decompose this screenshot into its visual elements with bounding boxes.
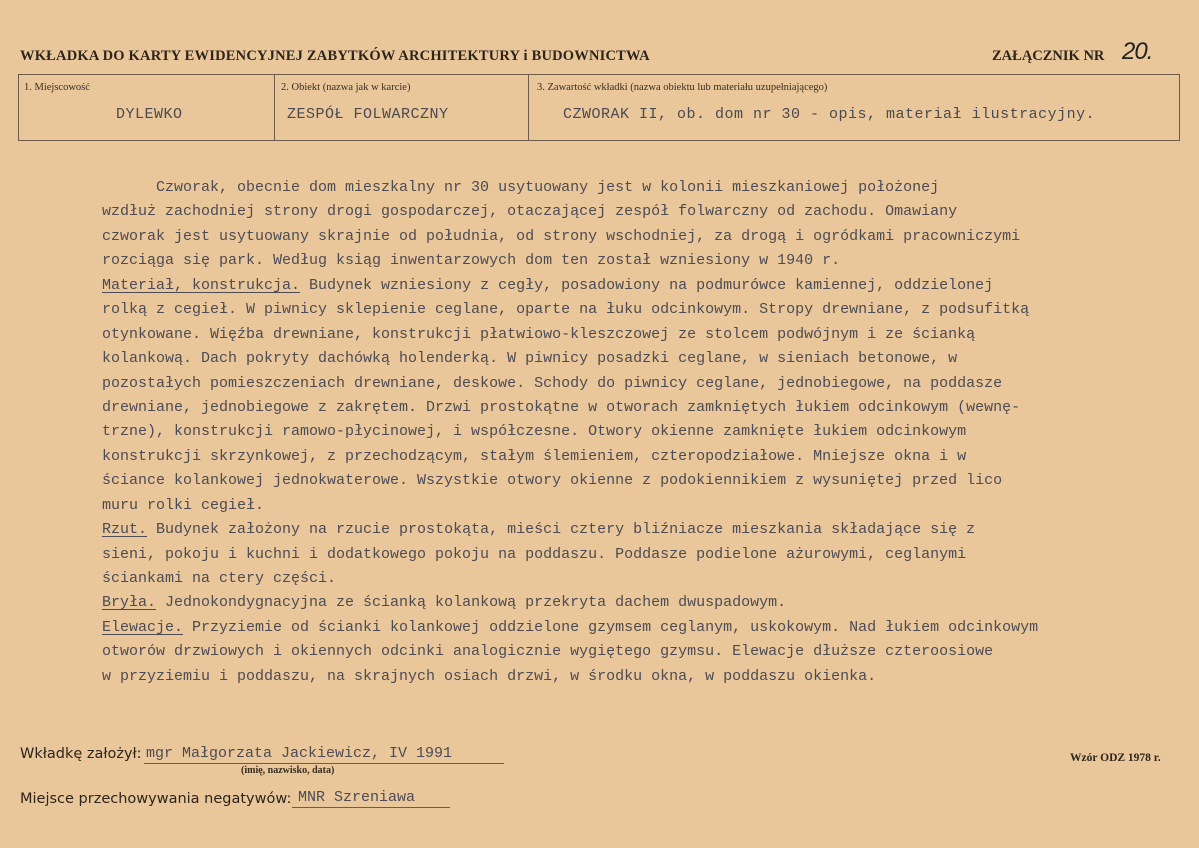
negatives-line — [292, 807, 450, 808]
text-line — [102, 176, 1192, 200]
line-text: konstrukcji skrzynkowej, z przechodzącym, stałym ślemieniem, czteropodziałowe. Mniejsze okna i w — [102, 447, 967, 465]
field-divider-1 — [274, 74, 275, 140]
line-text: otynkowane. Więźba drewniane, konstrukcji płatwiowo-kleszczowej ze stolcem podwójnym i ze ścianką — [102, 325, 976, 343]
line-text: muru rolki cegieł. — [102, 496, 265, 514]
line-text: sieni, pokoju i kuchni i dodatkowego pokoju na poddaszu. Poddasze podielone ażurowymi, ceglanymi — [102, 545, 967, 563]
text-line — [102, 494, 1192, 518]
header-rule — [18, 74, 1180, 75]
text-line — [102, 567, 1192, 591]
object-value: ZESPÓŁ FOLWARCZNY — [287, 106, 449, 123]
text-line — [102, 518, 1192, 542]
author-label: Wkładkę założył: — [20, 746, 142, 762]
locality-label: 1. Miejscowość — [24, 82, 90, 93]
line-text: Budynek założony na rzucie prostokąta, mieści cztery bliźniacze mieszkania składające się z — [147, 521, 976, 539]
author-value: mgr Małgorzata Jackiewicz, IV 1991 — [146, 745, 453, 762]
section-heading: Materiał, konstrukcja. — [102, 276, 301, 294]
text-line — [102, 298, 1192, 322]
line-text: w przyziemiu i poddaszu, na skrajnych osiach drzwi, w środku okna, w poddaszu okienka. — [102, 667, 877, 685]
negatives-label: Miejsce przechowywania negatywów: — [20, 791, 292, 807]
line-text: ściance kolankowej jednokwaterowe. Wszystkie otwory okienne z podokiennikiem z wysuniętej przed lico — [102, 472, 1003, 490]
text-line — [102, 372, 1192, 396]
line-text: ściankami na ctery części. — [102, 570, 337, 587]
text-line — [102, 591, 1192, 615]
section-heading: Bryła. — [102, 594, 157, 612]
line-text: Przyziemie od ścianki kolankowej oddzielone gzymsem ceglanym, uskokowym. Nad łukiem odcinkowym — [183, 618, 1039, 636]
annex-number: 20. — [1122, 38, 1153, 65]
contents-label: 3. Zawartość wkładki (nazwa obiektu lub materiału uzupełniającego) — [537, 82, 828, 93]
text-line — [102, 665, 1192, 689]
annex-label: ZAŁĄCZNIK NR — [992, 48, 1105, 64]
text-line — [102, 640, 1192, 664]
line-text: Czworak, obecnie dom mieszkalny nr 30 usytuowany jest w kolonii mieszkaniowej położonej — [102, 179, 940, 196]
line-text: wzdłuż zachodniej strony drogi gospodarczej, otaczającej zespół folwarczny od zachodu. Omawiany — [102, 203, 958, 221]
text-line — [102, 249, 1192, 273]
author-line — [144, 763, 504, 764]
field-divider-right — [1179, 74, 1180, 140]
text-line — [102, 225, 1192, 249]
text-line — [102, 396, 1192, 420]
line-text: otworów drzwiowych i okiennych odcinki analogicznie wygiętego gzymsu. Elewacje dłuższe czteroosiowe — [102, 643, 994, 661]
text-line — [102, 323, 1192, 347]
text-line — [102, 274, 1192, 298]
author-hint: (imię, nazwisko, data) — [241, 765, 335, 776]
line-text: trzne), konstrukcji ramowo-płycinowej, i współczesne. Otwory okienne zamknięte łukiem odcinkowym — [102, 423, 967, 441]
line-text: czworak jest usytuowany skrajnie od południa, od strony wschodniej, za drogą i ogródkami pracowniczymi — [102, 227, 1021, 245]
form-pattern: Wzór ODZ 1978 r. — [1070, 752, 1161, 764]
text-line — [102, 445, 1192, 469]
description-text — [102, 176, 1192, 689]
line-text: Jednokondygnacyjna ze ścianką kolankową przekryta dachem dwuspadowym. — [156, 594, 787, 612]
text-line — [102, 420, 1192, 444]
text-line — [102, 543, 1192, 567]
text-line — [102, 347, 1192, 371]
header-title: WKŁADKA DO KARTY EWIDENCYJNEJ ZABYTKÓW ARCHITEKTURY i BUDOWNICTWA — [20, 48, 650, 64]
field-divider-2 — [528, 74, 529, 140]
text-line — [102, 200, 1192, 224]
line-text: Budynek wzniesiony z cegły, posadowiony na podmurówce kamiennej, oddzielonej — [300, 276, 994, 294]
line-text: drewniane, jednobiegowe z zakrętem. Drzwi prostokątne w otworach zamkniętych łukiem odcinkowym (wewnę- — [102, 398, 1021, 416]
section-heading: Rzut. — [102, 521, 148, 539]
line-text: rozciąga się park. Według ksiąg inwentarzowych dom ten został wzniesiony w 1940 r. — [102, 252, 841, 270]
locality-value: DYLEWKO — [116, 106, 183, 123]
line-text: kolankową. Dach pokryty dachówką holenderką. W piwnicy posadzki ceglane, w sieniach betonowe, w — [102, 350, 958, 368]
fields-rule — [18, 140, 1180, 141]
negatives-value: MNR Szreniawa — [298, 789, 416, 806]
line-text: pozostałych pomieszczeniach drewniane, deskowe. Schody do piwnicy ceglane, jednobiegowe, na poddasze — [102, 374, 1003, 392]
object-label: 2. Obiekt (nazwa jak w karcie) — [281, 82, 411, 93]
line-text: rolką z cegieł. W piwnicy sklepienie ceglane, oparte na łuku odcinkowym. Stropy drewniane, z podsufitką — [102, 301, 1030, 319]
field-divider-left — [18, 74, 19, 140]
text-line — [102, 616, 1192, 640]
contents-value: CZWORAK II, ob. dom nr 30 - opis, materiał ilustracyjny. — [563, 106, 1096, 123]
section-heading: Elewacje. — [102, 618, 184, 636]
text-line — [102, 469, 1192, 493]
